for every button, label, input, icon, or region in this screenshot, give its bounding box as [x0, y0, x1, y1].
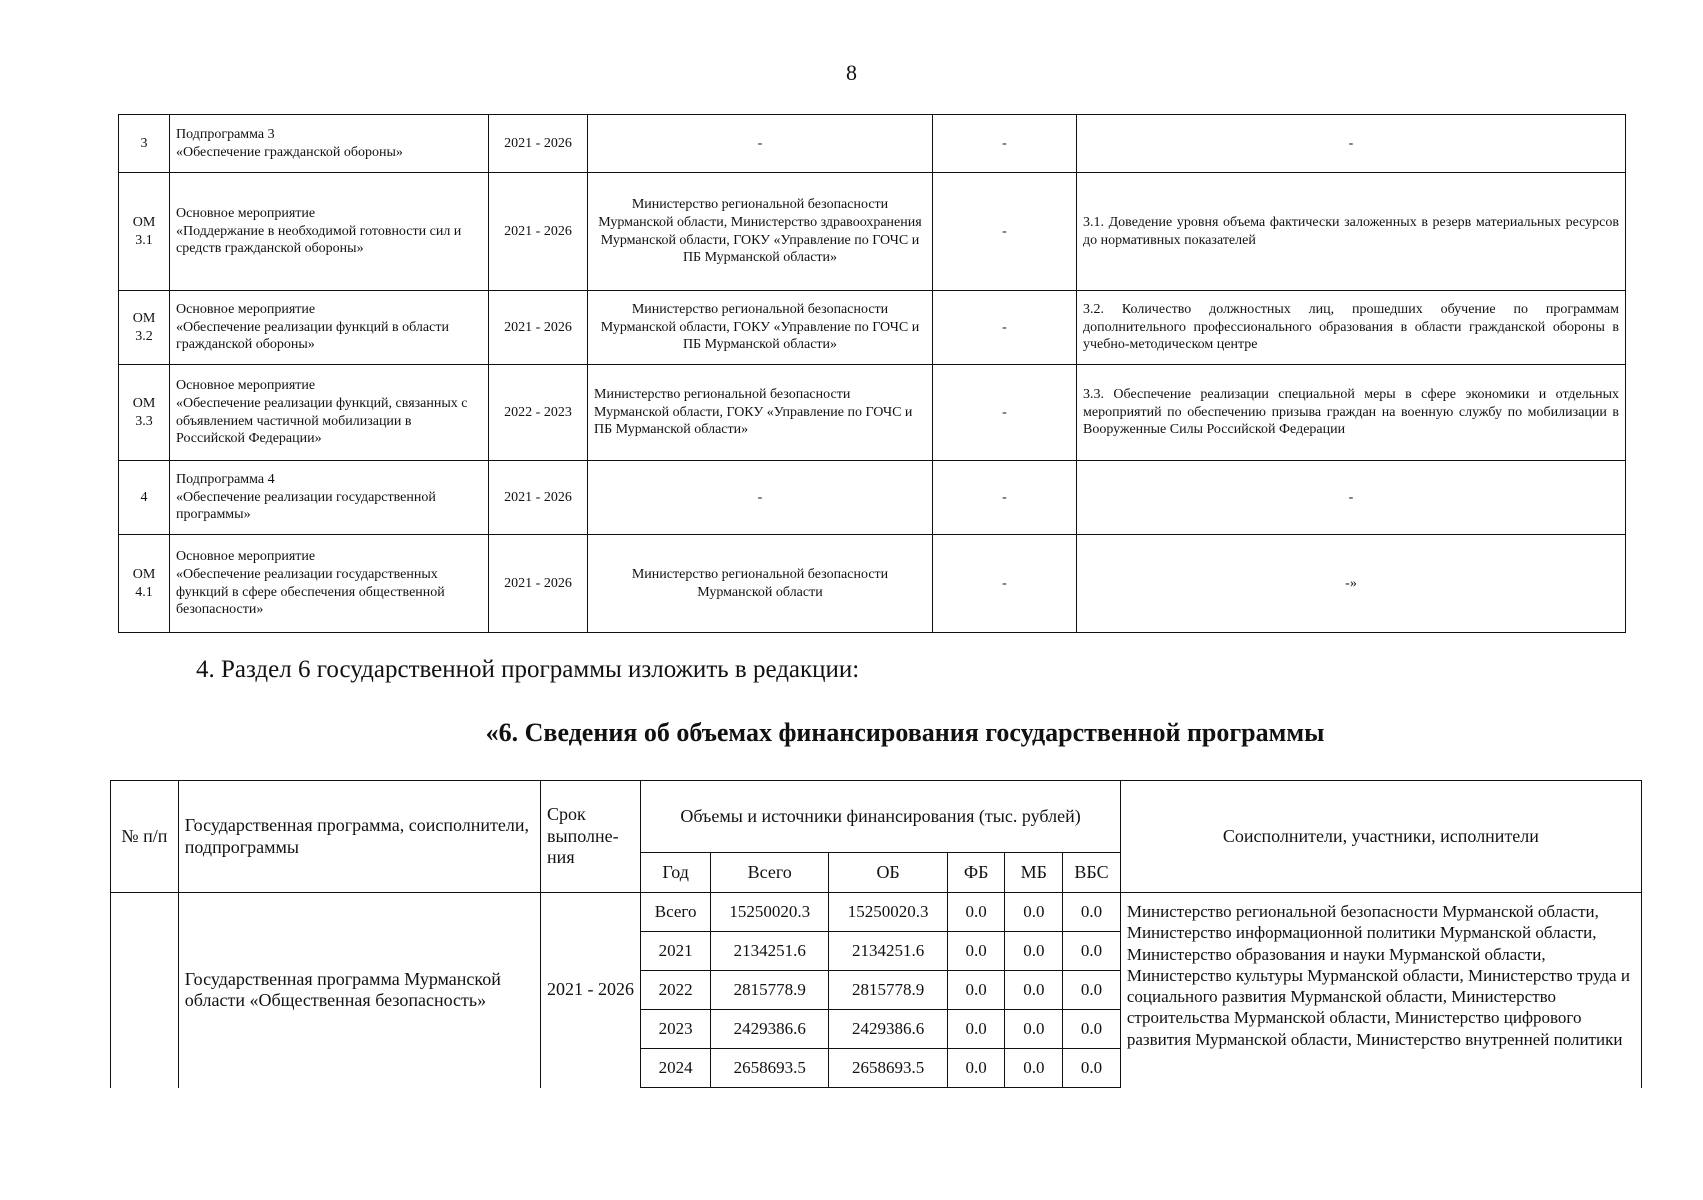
fb-cell: 0.0: [947, 971, 1005, 1010]
row-number: ОМ 4.1: [119, 535, 170, 633]
mb-cell: 0.0: [1005, 893, 1063, 932]
fb-cell: 0.0: [947, 1049, 1005, 1088]
table-row: [119, 291, 1626, 365]
mb-cell: 0.0: [1005, 932, 1063, 971]
row-number: 3: [119, 115, 170, 173]
column-5: -: [933, 291, 1077, 365]
fb-cell: 0.0: [947, 1010, 1005, 1049]
executor: Министерство региональной безопасности Мурманской области, ГОКУ «Управление по ГОЧС и ПБ Мурманской области»: [588, 291, 933, 365]
result: -»: [1077, 535, 1626, 633]
column-5: -: [933, 115, 1077, 173]
fb-cell: 0.0: [947, 893, 1005, 932]
header-ob: ОБ: [829, 853, 947, 893]
table-row: [119, 365, 1626, 461]
ob-cell: 15250020.3: [829, 893, 947, 932]
ob-cell: 2429386.6: [829, 1010, 947, 1049]
result: 3.1. Доведение уровня объема фактически заложенных в резерв материальных ресурсов до нормативных показателей: [1077, 173, 1626, 291]
period: 2021 - 2026: [489, 461, 588, 535]
header-vbs: ВБС: [1063, 853, 1121, 893]
mb-cell: 0.0: [1005, 971, 1063, 1010]
row-number: 4: [119, 461, 170, 535]
participants: Министерство региональной безопасности Мурманской области, Министерство информационной политики Мурманской области, Министерство образования и науки Мурманской области, Министерство культуры Мурманской области, Министерство труда и социального развития Мурманской области, Министерство строительства Мурманской области, Министерство цифрового развития Мурманской области, Министерство внутренней политики: [1120, 893, 1641, 1088]
vbs-cell: 0.0: [1063, 893, 1121, 932]
period: 2022 - 2023: [489, 365, 588, 461]
year-cell: 2022: [641, 971, 711, 1010]
header-funding: Объемы и источники финансирования (тыс. рублей): [641, 781, 1121, 853]
result: 3.2. Количество должностных лиц, прошедших обучение по программам дополнительного профессионального образования в области гражданской обороны в учебно-методическом центре: [1077, 291, 1626, 365]
row-number: [111, 893, 179, 1088]
vbs-cell: 0.0: [1063, 1010, 1121, 1049]
period: 2021 - 2026: [489, 115, 588, 173]
period: 2021 - 2026: [489, 291, 588, 365]
executor: -: [588, 461, 933, 535]
result: -: [1077, 461, 1626, 535]
header-participants: Соисполнители, участники, исполнители: [1120, 781, 1641, 893]
program-name: Подпрограмма 4 «Обеспечение реализации государственной программы»: [170, 461, 489, 535]
year-cell: 2021: [641, 932, 711, 971]
header-program: Государственная программа, соисполнители, подпрограммы: [178, 781, 540, 893]
vbs-cell: 0.0: [1063, 932, 1121, 971]
executor: -: [588, 115, 933, 173]
amendment-item-4: 4. Раздел 6 государственной программы изложить в редакции:: [196, 656, 860, 683]
ob-cell: 2815778.9: [829, 971, 947, 1010]
program-name: Государственная программа Мурманской области «Общественная безопасность»: [178, 893, 540, 1088]
section-title: «6. Сведения об объемах финансирования государственной программы: [485, 718, 1325, 747]
table-row: [119, 115, 1626, 173]
header-num: № п/п: [111, 781, 179, 893]
period: 2021 - 2026: [489, 173, 588, 291]
header-fb: ФБ: [947, 853, 1005, 893]
program-name: Основное мероприятие «Обеспечение реализации государственных функций в сфере обеспечения общественной безопасности»: [170, 535, 489, 633]
total-cell: 2429386.6: [711, 1010, 829, 1049]
year-cell: 2024: [641, 1049, 711, 1088]
funding-table: [110, 780, 1642, 1088]
activities-table: [118, 114, 1626, 633]
column-5: -: [933, 535, 1077, 633]
program-name: Основное мероприятие «Обеспечение реализации функций, связанных с объявлением частичной мобилизации в Российской Федерации»: [170, 365, 489, 461]
mb-cell: 0.0: [1005, 1049, 1063, 1088]
program-name: Основное мероприятие «Поддержание в необходимой готовности сил и средств гражданской обороны»: [170, 173, 489, 291]
ob-cell: 2134251.6: [829, 932, 947, 971]
executor: Министерство региональной безопасности Мурманской области, ГОКУ «Управление по ГОЧС и ПБ Мурманской области»: [588, 365, 933, 461]
header-row: [111, 781, 1642, 853]
column-5: -: [933, 461, 1077, 535]
executor: Министерство региональной безопасности Мурманской области, Министерство здравоохранения Мурманской области, ГОКУ «Управление по ГОЧС и ПБ Мурманской области»: [588, 173, 933, 291]
total-cell: 2815778.9: [711, 971, 829, 1010]
total-cell: 2134251.6: [711, 932, 829, 971]
table-row: [119, 461, 1626, 535]
table-row: [119, 173, 1626, 291]
result: 3.3. Обеспечение реализации специальной меры в сфере экономики и отдельных мероприятий по обеспечению призыва граждан на военную службу по мобилизации в Вооруженные Силы Российской Федерации: [1077, 365, 1626, 461]
header-year: Год: [641, 853, 711, 893]
row-number: ОМ 3.1: [119, 173, 170, 291]
year-cell: Всего: [641, 893, 711, 932]
vbs-cell: 0.0: [1063, 1049, 1121, 1088]
program-name: Подпрограмма 3 «Обеспечение гражданской обороны»: [170, 115, 489, 173]
vbs-cell: 0.0: [1063, 971, 1121, 1010]
row-number: ОМ 3.2: [119, 291, 170, 365]
table-row: [111, 893, 1642, 932]
program-period: 2021 - 2026: [541, 893, 641, 1088]
header-mb: МБ: [1005, 853, 1063, 893]
table-row: [119, 535, 1626, 633]
ob-cell: 2658693.5: [829, 1049, 947, 1088]
column-5: -: [933, 365, 1077, 461]
total-cell: 15250020.3: [711, 893, 829, 932]
header-total: Всего: [711, 853, 829, 893]
period: 2021 - 2026: [489, 535, 588, 633]
header-period: Срок выполне-ния: [541, 781, 641, 893]
mb-cell: 0.0: [1005, 1010, 1063, 1049]
executor: Министерство региональной безопасности Мурманской области: [588, 535, 933, 633]
fb-cell: 0.0: [947, 932, 1005, 971]
row-number: ОМ 3.3: [119, 365, 170, 461]
year-cell: 2023: [641, 1010, 711, 1049]
result: -: [1077, 115, 1626, 173]
column-5: -: [933, 173, 1077, 291]
program-name: Основное мероприятие «Обеспечение реализации функций в области гражданской обороны»: [170, 291, 489, 365]
total-cell: 2658693.5: [711, 1049, 829, 1088]
page-number: 8: [846, 60, 857, 85]
